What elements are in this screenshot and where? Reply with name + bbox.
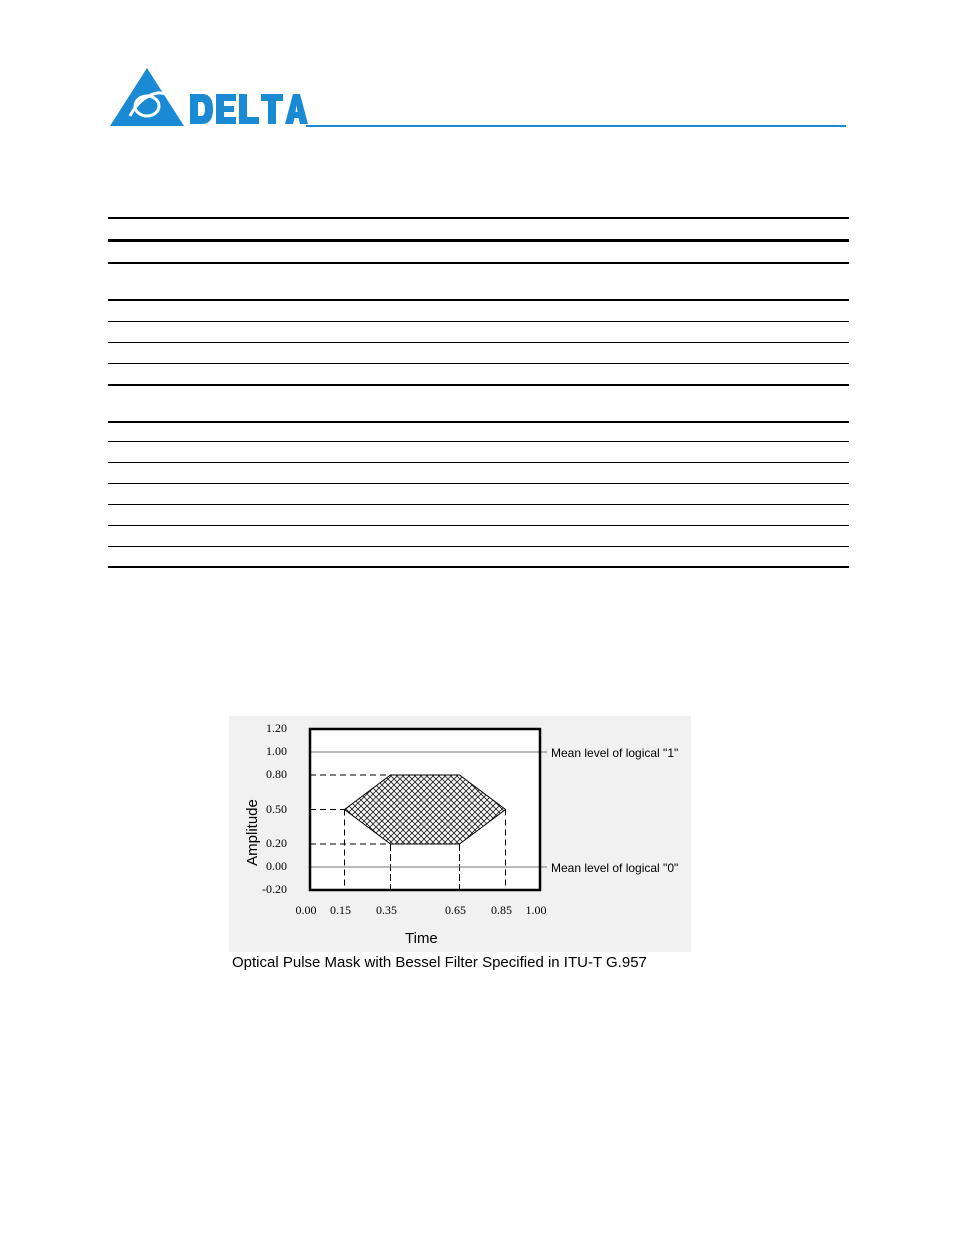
table-rule <box>108 525 849 526</box>
table-rule <box>108 566 849 568</box>
table-rule <box>108 441 849 442</box>
table-rule <box>108 504 849 505</box>
y-tick-label: 0.20 <box>266 836 287 850</box>
table-rule <box>108 384 849 386</box>
y-tick-label: -0.20 <box>262 882 287 896</box>
y-tick-label: 0.80 <box>266 767 287 781</box>
table-rule <box>108 546 849 547</box>
figure-caption: Optical Pulse Mask with Bessel Filter Specified in ITU-T G.957 <box>232 954 647 971</box>
y-tick-label: 1.00 <box>266 744 287 758</box>
x-tick-label: 0.85 <box>491 903 512 917</box>
x-tick-label: 1.00 <box>525 903 547 917</box>
x-axis-title: Time <box>405 930 438 947</box>
table-rule <box>108 421 849 423</box>
x-tick-label: 0.00 <box>295 903 317 917</box>
x-tick-label: 0.35 <box>376 903 397 917</box>
y-tick-label: 0.00 <box>266 859 287 873</box>
table-rule <box>108 299 849 301</box>
reference-line-label: Mean level of logical "1" <box>551 746 679 760</box>
delta-logo <box>110 66 310 130</box>
table-rule <box>108 462 849 463</box>
y-tick-label: 0.50 <box>266 801 287 816</box>
table-rule <box>108 363 849 364</box>
x-tick-label: 0.65 <box>445 903 466 917</box>
y-tick-label: 1.20 <box>266 721 287 735</box>
specification-table <box>108 216 849 572</box>
table-rule <box>108 217 849 219</box>
header-rule <box>306 125 846 127</box>
table-rule <box>108 342 849 343</box>
table-rule <box>108 239 849 242</box>
eye-mask-figure <box>229 716 693 976</box>
table-rule <box>108 483 849 484</box>
y-axis-title: Amplitude <box>243 799 261 866</box>
x-tick-label: 0.15 <box>330 903 351 917</box>
reference-line-label: Mean level of logical "0" <box>551 861 679 875</box>
table-rule <box>108 262 849 264</box>
table-rule <box>108 321 849 322</box>
